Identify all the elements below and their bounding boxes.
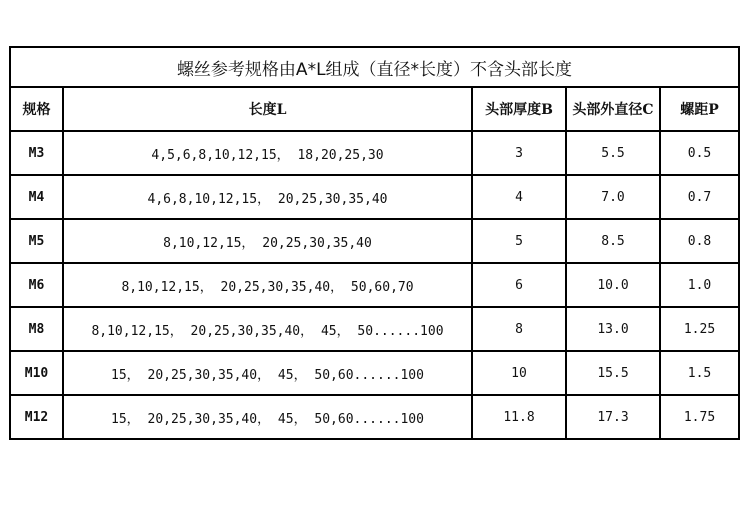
cell-head-thickness: 6	[472, 263, 566, 307]
cell-lengths: 8,10,12,15， 20,25,30,35,40， 50,60,70	[63, 263, 472, 307]
cell-head-thickness: 8	[472, 307, 566, 351]
table-header-row	[10, 87, 739, 131]
cell-spec: M8	[10, 307, 63, 351]
cell-spec: M6	[10, 263, 63, 307]
cell-pitch: 0.5	[660, 131, 739, 175]
cell-lengths: 8,10,12,15， 20,25,30,35,40	[63, 219, 472, 263]
cell-spec: M5	[10, 219, 63, 263]
table-row	[10, 351, 739, 395]
cell-lengths: 4,5,6,8,10,12,15， 18,20,25,30	[63, 131, 472, 175]
screw-spec-table	[9, 46, 740, 440]
table-row	[10, 395, 739, 439]
cell-lengths: 8,10,12,15， 20,25,30,35,40， 45， 50......100	[63, 307, 472, 351]
cell-head-diameter: 7.0	[566, 175, 660, 219]
cell-pitch: 0.8	[660, 219, 739, 263]
cell-head-diameter: 5.5	[566, 131, 660, 175]
cell-spec: M3	[10, 131, 63, 175]
cell-head-diameter: 8.5	[566, 219, 660, 263]
cell-head-diameter: 10.0	[566, 263, 660, 307]
cell-pitch: 1.25	[660, 307, 739, 351]
header-spec: 规格	[10, 87, 63, 131]
cell-head-thickness: 5	[472, 219, 566, 263]
cell-spec: M12	[10, 395, 63, 439]
cell-lengths: 15， 20,25,30,35,40， 45， 50,60......100	[63, 351, 472, 395]
cell-head-diameter: 15.5	[566, 351, 660, 395]
cell-head-diameter: 13.0	[566, 307, 660, 351]
cell-head-thickness: 4	[472, 175, 566, 219]
cell-pitch: 1.0	[660, 263, 739, 307]
header-length: 长度L	[63, 87, 472, 131]
table-row	[10, 307, 739, 351]
cell-head-thickness: 3	[472, 131, 566, 175]
header-head-thickness: 头部厚度B	[472, 87, 566, 131]
table-title: 螺丝参考规格由A*L组成（直径*长度）不含头部长度	[10, 47, 739, 87]
cell-spec: M10	[10, 351, 63, 395]
cell-head-thickness: 11.8	[472, 395, 566, 439]
cell-spec: M4	[10, 175, 63, 219]
cell-head-diameter: 17.3	[566, 395, 660, 439]
cell-pitch: 0.7	[660, 175, 739, 219]
cell-lengths: 15， 20,25,30,35,40， 45， 50,60......100	[63, 395, 472, 439]
cell-pitch: 1.75	[660, 395, 739, 439]
table-row	[10, 175, 739, 219]
table-row	[10, 263, 739, 307]
header-head-diameter: 头部外直径C	[566, 87, 660, 131]
table-row	[10, 219, 739, 263]
header-pitch: 螺距P	[660, 87, 739, 131]
cell-pitch: 1.5	[660, 351, 739, 395]
cell-lengths: 4,6,8,10,12,15， 20,25,30,35,40	[63, 175, 472, 219]
table-title-row	[10, 47, 739, 87]
cell-head-thickness: 10	[472, 351, 566, 395]
table-row	[10, 131, 739, 175]
